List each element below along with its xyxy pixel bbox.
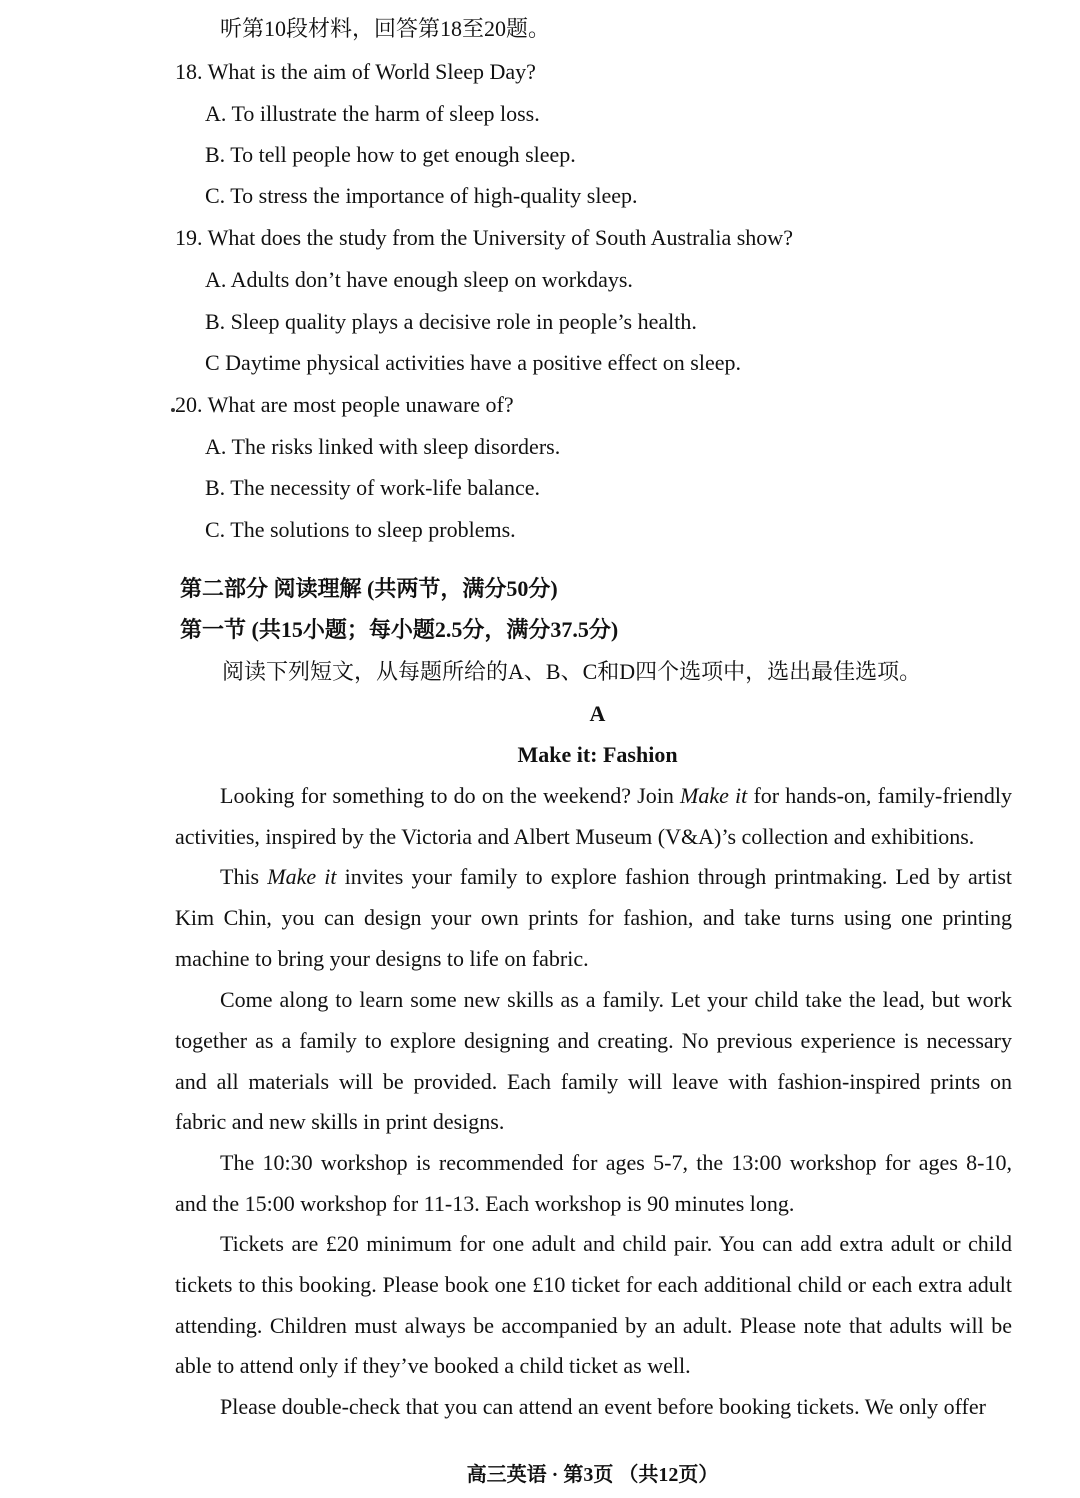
paragraph-1-emphasis: Make it (680, 783, 748, 808)
paragraph-6-text: Please double-check that you can attend an event before booking tickets. We only offer (220, 1394, 986, 1419)
question-18-option-a: A. To illustrate the harm of sleep loss. (205, 101, 540, 126)
paragraph-2-emphasis: Make it (267, 864, 337, 889)
question-19-option-b: B. Sleep quality plays a decisive role in people’s health. (205, 309, 697, 334)
question-18-option-c: C. To stress the importance of high-quality sleep. (205, 183, 638, 208)
passage-paragraph-5 (175, 1224, 1012, 1387)
question-19-option-a: A. Adults don’t have enough sleep on workdays. (205, 267, 633, 292)
question-18-option-b: B. To tell people how to get enough sleep. (205, 142, 576, 167)
paragraph-1-text-a: Looking for something to do on the weekend? Join (220, 783, 681, 808)
passage-paragraph-3 (175, 980, 1012, 1143)
reading-instruction: 阅读下列短文，从每题所给的A、B、C和D四个选项中，选出最佳选项。 (222, 659, 922, 684)
paragraph-4-text: The 10:30 workshop is recommended for ages 5-7, the 13:00 workshop for ages 8-10, and the 15:00 workshop for 11-13. Each workshop is 90 minutes long. (175, 1150, 1012, 1216)
question-18-stem: 18. What is the aim of World Sleep Day? (175, 59, 536, 84)
question-20-option-c: C. The solutions to sleep problems. (205, 517, 516, 542)
paragraph-5-text: Tickets are £20 minimum for one adult and child pair. You can add extra adult or child tickets to this booking. Please book one £10 ticket for each additional child or each extra adult attending. Children must always be accompanied by an adult. Please note that adults will be able to attend only if they’ve booked a child ticket as well. (175, 1231, 1012, 1379)
part2-heading: 第二部分 阅读理解 (共两节，满分50分) (180, 576, 558, 601)
passage-paragraph-1 (175, 776, 1012, 858)
passage-paragraph-2 (175, 857, 1012, 979)
question-20-stem: 20. What are most people unaware of? (175, 392, 514, 417)
passage-paragraph-6 (175, 1387, 1012, 1428)
listening-intro: 听第10段材料，回答第18至20题。 (220, 16, 551, 41)
page-footer: 高三英语 · 第3页 （共12页） (466, 1464, 719, 1486)
paragraph-1-text-b: for hands-on, family-friendly activities, inspired by the Victoria and Albert Museum (V&A)’s collection and exhibitions. (175, 783, 1012, 849)
passage-letter: A (589, 701, 606, 726)
question-20-option-b: B. The necessity of work-life balance. (205, 475, 540, 500)
paragraph-3-text: Come along to learn some new skills as a family. Let your child take the lead, but work together as a family to explore designing and creating. No previous experience is necessary and all materials will be provided. Each family will leave with fashion-inspired prints on fabric and new skills in print designs. (175, 987, 1012, 1135)
question-20-option-a: A. The risks linked with sleep disorders. (205, 434, 561, 459)
question-19-stem: 19. What does the study from the University of South Australia show? (175, 225, 793, 250)
passage-title: Make it: Fashion (517, 742, 678, 767)
question-19-option-c: C Daytime physical activities have a positive effect on sleep. (205, 350, 741, 375)
passage-paragraph-4 (175, 1143, 1012, 1225)
section1-heading: 第一节 (共15小题；每小题2.5分，满分37.5分) (180, 617, 619, 642)
paragraph-2-text-a: This (220, 864, 268, 889)
paragraph-2-text-b: invites your family to explore fashion through printmaking. Led by artist Kim Chin, you can design your own prints for fashion, and take turns using one printing machine to bring your designs to life on fabric. (175, 864, 1012, 971)
